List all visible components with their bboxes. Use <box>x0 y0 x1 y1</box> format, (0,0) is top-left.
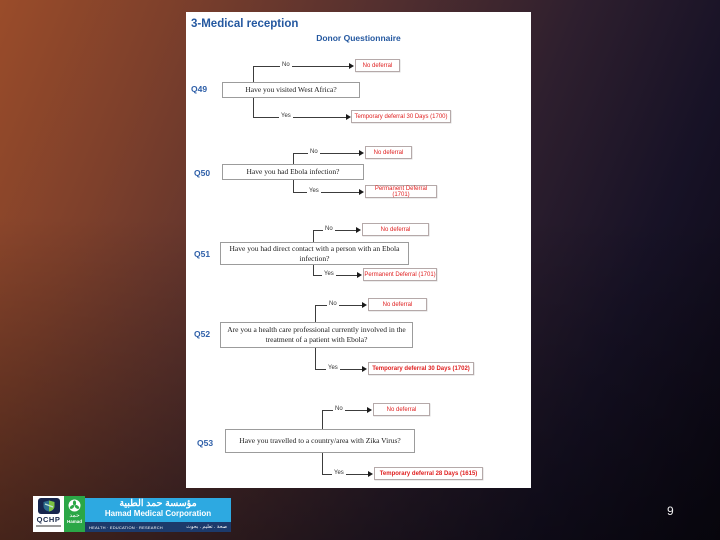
connector-line <box>322 410 323 429</box>
no-branch-label: No <box>310 149 318 155</box>
no-branch-label: No <box>325 226 333 232</box>
connector-line <box>315 348 316 369</box>
connector-line <box>253 117 346 118</box>
no-branch-label: No <box>329 301 337 307</box>
qchp-abbr: QCHP <box>36 515 61 524</box>
hamad-latin-label: Hamad <box>66 519 82 524</box>
qchp-shield-icon <box>38 498 60 514</box>
connector-line <box>293 153 294 164</box>
connector-line <box>313 265 314 275</box>
no-outcome-box: No deferral <box>373 403 430 416</box>
slide-subtitle: Donor Questionnaire <box>316 33 401 43</box>
page-number: 9 <box>667 504 674 518</box>
connector-line <box>322 453 323 474</box>
no-branch-label: No <box>335 406 343 412</box>
yes-branch-label: Yes <box>281 113 291 119</box>
connector-line <box>313 230 314 242</box>
arrow-icon <box>362 366 367 372</box>
no-outcome-box: No deferral <box>362 223 429 236</box>
yes-branch-label: Yes <box>334 470 344 476</box>
connector-line <box>293 180 294 192</box>
connector-line <box>293 192 359 193</box>
hmc-motto-english: HEALTH · EDUCATION · RESEARCH <box>89 524 163 530</box>
no-branch-label: No <box>282 62 290 68</box>
yes-branch-label: Yes <box>324 271 334 277</box>
question-box: Have you travelled to a country/area with Zika Virus? <box>225 429 415 453</box>
question-id: Q53 <box>197 438 214 448</box>
yes-branch-label: Yes <box>309 188 319 194</box>
hmc-banner <box>85 498 231 532</box>
arrow-icon <box>368 471 373 477</box>
connector-line <box>293 153 359 154</box>
question-box: Are you a health care professional currently involved in the treatment of a patient with Ebola? <box>220 322 413 348</box>
connector-line <box>315 305 316 322</box>
hmc-motto-strip <box>85 522 231 532</box>
yes-outcome-box: Temporary deferral 30 Days (1702) <box>368 362 474 375</box>
connector-line <box>253 66 254 82</box>
arrow-icon <box>349 63 354 69</box>
hamad-logo-tile <box>64 496 85 532</box>
question-id: Q51 <box>194 249 211 259</box>
no-outcome-box: No deferral <box>368 298 427 311</box>
qchp-logo <box>33 496 64 532</box>
hamad-arabic-label: حمد <box>69 513 80 519</box>
yes-outcome-box: Permanent Deferral (1701) <box>365 185 437 198</box>
hmc-english-name: Hamad Medical Corporation <box>104 508 212 518</box>
arrow-icon <box>356 227 361 233</box>
yes-outcome-box: Temporary deferral 30 Days (1700) <box>351 110 451 123</box>
yes-outcome-box: Temporary deferral 28 Days (1615) <box>374 467 483 480</box>
arrow-icon <box>367 407 372 413</box>
no-outcome-box: No deferral <box>365 146 412 159</box>
question-id: Q49 <box>191 84 208 94</box>
arrow-icon <box>357 272 362 278</box>
question-id: Q50 <box>194 168 211 178</box>
presentation-slide <box>186 12 531 488</box>
arrow-icon <box>359 150 364 156</box>
hmc-banner-names <box>85 498 231 519</box>
footer-logo-block <box>33 496 231 532</box>
question-box: Have you had direct contact with a person with an Ebola infection? <box>220 242 409 265</box>
hamad-leaf-icon <box>68 499 81 512</box>
no-outcome-box: No deferral <box>355 59 400 72</box>
arrow-icon <box>362 302 367 308</box>
hmc-motto-arabic: صحة . تعليم . بحوث <box>186 524 227 530</box>
question-box: Have you visited West Africa? <box>222 82 360 98</box>
question-id: Q52 <box>194 329 211 339</box>
qchp-tagline-line <box>36 525 61 527</box>
yes-outcome-box: Permanent Deferral (1701) <box>363 268 437 281</box>
yes-branch-label: Yes <box>328 365 338 371</box>
connector-line <box>253 66 349 67</box>
question-box: Have you had Ebola infection? <box>222 164 364 180</box>
hmc-arabic-name: مؤسسة حمد الطبية <box>119 498 197 509</box>
connector-line <box>253 98 254 117</box>
arrow-icon <box>359 189 364 195</box>
slide-title: 3-Medical reception <box>191 18 299 30</box>
